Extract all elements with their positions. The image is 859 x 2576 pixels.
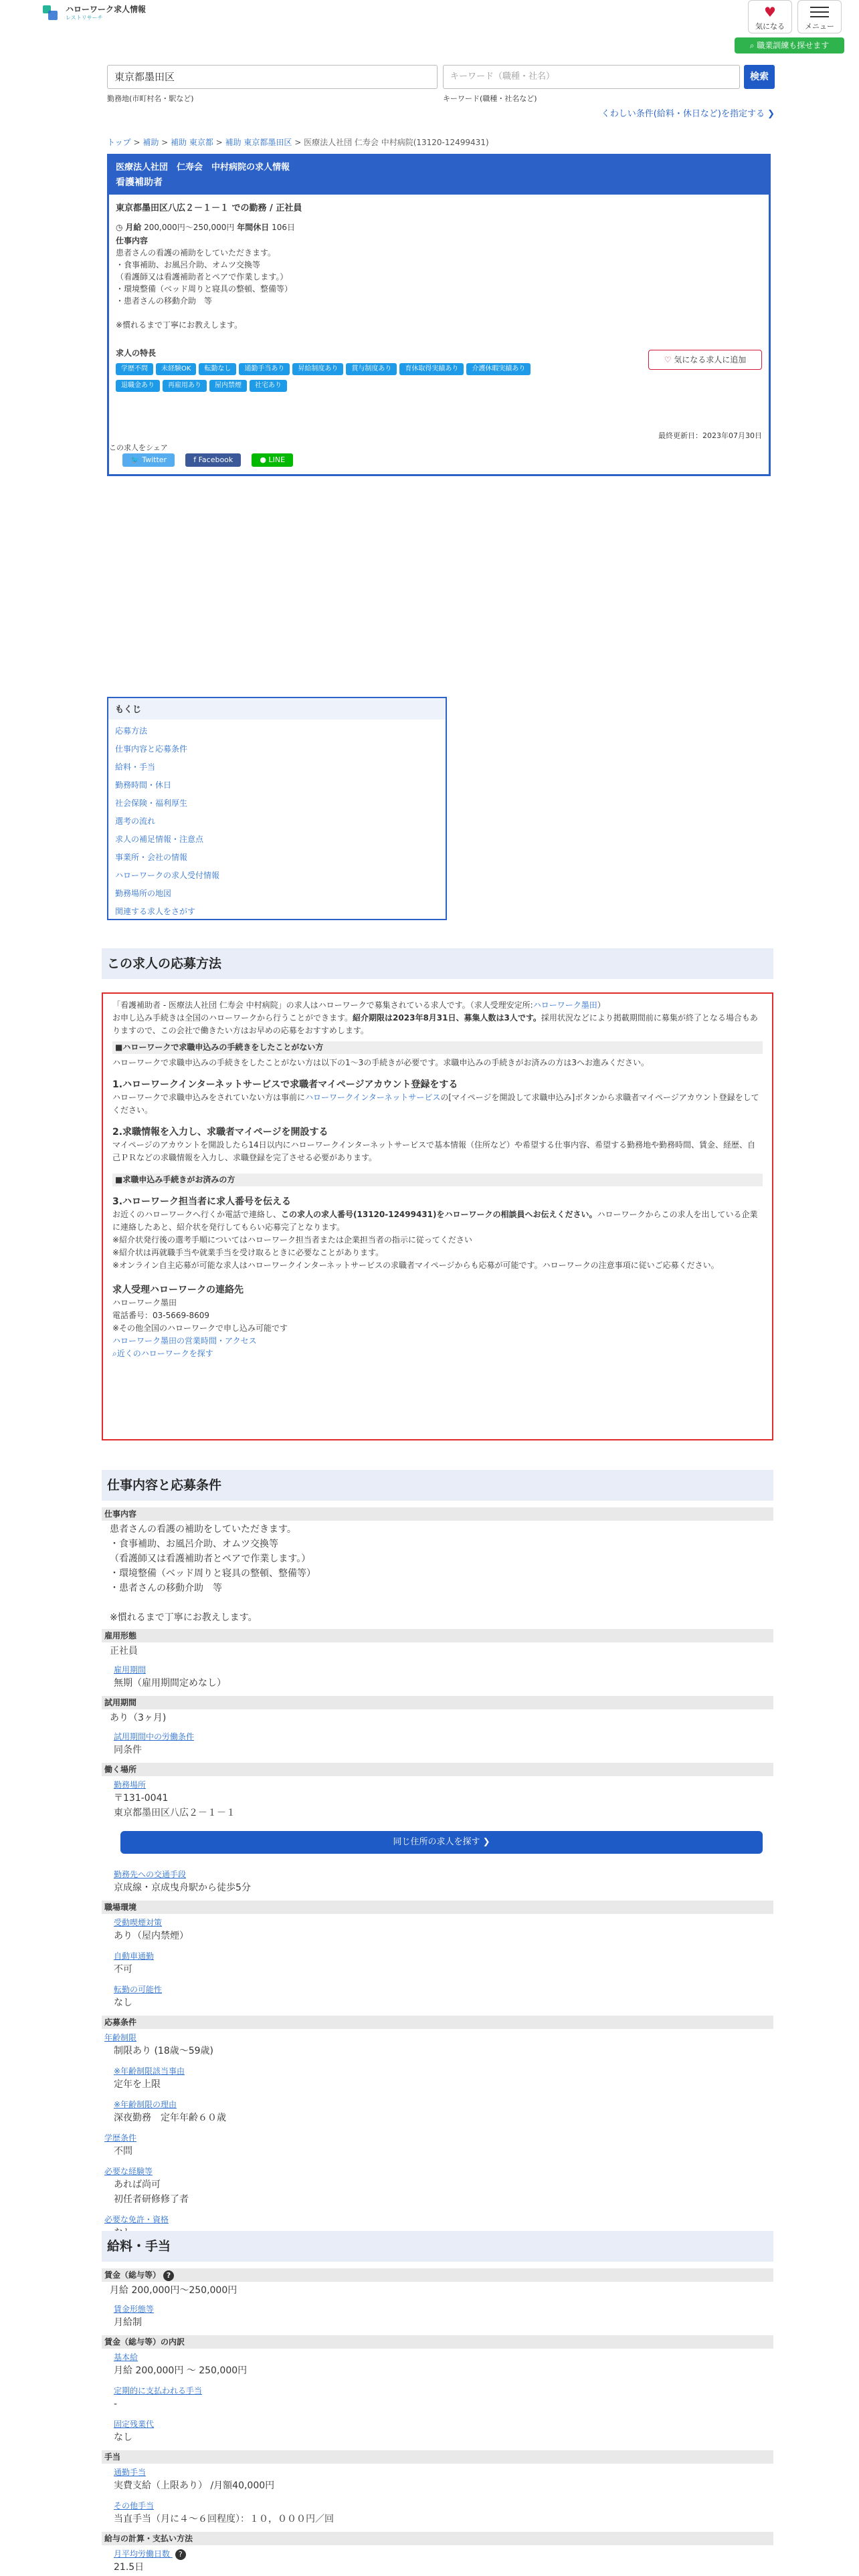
help-icon[interactable]: ? [163,2270,174,2281]
line-share-button[interactable] [252,453,293,467]
row-label: 雇用形態 [102,1629,773,1642]
feature-tag[interactable]: 退職金あり [116,380,160,392]
last-updated: 最終更新日：2023年07月30日 [658,431,762,440]
apply-intro-2 [112,1012,763,1037]
company-name: 医療法人社団 仁寿会 中村病院の求人情報 [116,163,290,173]
apply-deadline-text: 紹介期限は2023年8月31日、募集人数は3人です。 [353,1013,541,1023]
logo-title: ハローワーク求人情報 [66,5,147,14]
apply-step-1-text [112,1091,763,1117]
job-desc-line: ・環境整備（ベッド周りと寝具の整頓、整備等） [116,284,293,294]
section-heading-pay: 給料・手当 [102,2231,773,2262]
share-buttons [122,453,301,467]
job-desc-line: ・患者さんの移動介助 等 [110,1583,222,1594]
sub-label[interactable]: ※年齢制限該当事由 [114,2066,185,2076]
job-summary-card [107,154,771,476]
apply-text: お近くのハローワークへ行くか電話で連絡し、 [112,1210,282,1219]
row-label: 試用期間 [102,1696,773,1709]
breadcrumb-current: 医療法人社団 仁寿会 中村病院(13120-12499431) [304,138,489,147]
feature-tag[interactable]: 未経験OK [156,363,196,375]
contact-tel: 電話番号：03-5669-8609 [112,1311,210,1320]
toc-link[interactable]: ハローワークの求人受付情報 [115,871,220,880]
pay-table [102,2267,773,2576]
feature-tag[interactable]: 転勤なし [199,363,236,375]
sub-label[interactable]: 転勤の可能性 [114,1985,163,1994]
heart-icon: ♥ [764,4,776,20]
facebook-share-button[interactable] [185,453,241,467]
job-desc-line: ・食事補助、お風呂介助、オムツ交換等 [116,260,261,270]
row-value: あり（3ヶ月) [110,1713,167,1723]
hello-work-access-link[interactable]: ハローワーク墨田の営業時間・アクセス [112,1336,257,1346]
postal-code: 〒131-0041 [114,1793,169,1804]
menu-button[interactable] [797,0,842,33]
keyword-hint: キーワード(職種・社名など) [443,94,537,103]
feature-tag[interactable]: 育休取得実績あり [399,363,464,375]
internet-service-link[interactable]: ハローワークインターネットサービス [305,1093,441,1102]
salary-value: 200,000円〜250,000円 [144,223,235,232]
help-icon[interactable]: ? [175,2549,186,2560]
sub-value: 京成線・京成曳舟駅から徒歩5分 [114,1883,251,1893]
sub-value: 同条件 [114,1745,142,1755]
row-label: 給与の計算・支払い方法 [102,2532,773,2545]
row-value: 月給 200,000円〜250,000円 [110,2285,237,2296]
logo-mark-icon [41,4,62,21]
toc-link[interactable]: 勤務時間・休日 [115,780,172,790]
sub-label[interactable]: 固定残業代 [114,2420,155,2429]
location-hint: 勤務地(市町村名・駅など) [107,94,194,103]
apply-note: ※紹介状は再就職手当や就業手当を受け取るときに必要なことがあります。 [112,1248,384,1257]
job-card-header [109,156,769,195]
sub-value: 不問 [114,2146,132,2157]
apply-text: ハローワークからこの求人を出している企業に連絡したあと、紹介状を発行してもらい応募完了となります。 [112,1210,758,1232]
site-header [0,0,859,58]
job-desc-line: ※慣れるまで丁寧にお教えします。 [116,320,243,330]
favorites-button[interactable] [748,0,792,33]
add-favorite-label: 気になる求人に追加 [674,355,747,364]
contact-title: 求人受理ハローワークの連絡先 [112,1285,244,1295]
sub-value: 21.5日 [114,2562,145,2573]
sub-label[interactable]: ※年齢制限の理由 [114,2100,177,2109]
apply-intro-text: 「看護補助者 - 医療法人社団 仁寿会 中村病院」の求人はハローワークで募集されている求人です。（求人受理安定所: [112,1000,533,1010]
add-favorite-button[interactable] [648,350,762,370]
nearby-hello-work-label: 近くのハローワークを探す [116,1349,213,1358]
chevron-right-icon: ❯ [482,1837,490,1847]
contact-note: ※その他全国のハローワークで申し込み可能です [112,1323,288,1333]
logo-subtitle: レストリサーチ [66,15,103,21]
apply-intro-text: ） [597,1000,605,1010]
sub-label[interactable]: 試用期間中の労働条件 [114,1732,195,1741]
toc-link[interactable]: 仕事内容と応募条件 [115,744,188,754]
job-desc-line: ・患者さんの移動介助 等 [116,296,213,306]
apply-step-3: 3.ハローワーク担当者に求人番号を伝える [112,1196,292,1207]
vocational-training-button[interactable]: ⌕ 職業訓練も探せます [735,37,844,53]
job-desc-line: （看護師又は看護補助者とペアで作業します。） [110,1553,311,1564]
apply-intro-text: 採用状況などにより掲載期間前に募集が終了となる場合もありますので、この会社で働きたい方はお早めの応募をおすすめします。 [112,1013,758,1035]
holidays-value: 106日 [272,223,295,232]
row-label: 応募条件 [102,2016,773,2029]
breadcrumb-item[interactable]: トップ [107,138,131,147]
apply-subheading: ■求職申込み手続きがお済みの方 [112,1174,763,1186]
chevron-right-icon: ❯ [767,109,775,119]
sub-label[interactable]: 勤務場所 [114,1780,147,1790]
menu-label: メニュー [805,22,834,31]
sub-label[interactable]: 必要な経験等 [104,2167,153,2176]
contact-name: ハローワーク墨田 [112,1298,177,1307]
toc-title: もくじ [108,698,446,720]
toc-link[interactable]: 勤務場所の地図 [115,889,172,898]
sub-value: あり（屋内禁煙） [114,1931,189,1941]
sub-value: 深夜勤務 定年年齢６０歳 [114,2113,226,2123]
facebook-icon: f [193,455,197,464]
sub-label[interactable]: 年齢制限 [104,2033,137,2042]
apply-text: の[マイページを開設して求職申込み]ボタンから求職者マイページアカウント登録をしてください。 [112,1093,759,1115]
sub-value: 不可 [114,1964,132,1975]
job-desc-line: 患者さんの看護の補助をしていただきます。 [110,1524,296,1535]
apply-intro-1 [112,999,763,1012]
holidays-label: 年間休日 [237,223,270,232]
sub-label[interactable]: 必要な免許・資格 [104,2215,169,2224]
apply-note: ※紹介状発行後の選考手順についてはハローワーク担当者または企業担当者の指示に従ってください [112,1235,472,1245]
vocational-training-label: 職業訓練も探せます [757,41,830,50]
twitter-label: Twitter [142,455,167,464]
feature-tag[interactable]: 社宅あり [250,380,287,392]
line-icon: ● [260,455,267,464]
sub-value: 定年を上限 [114,2079,161,2090]
sub-value: 月給制 [114,2317,142,2328]
sub-value: 初任者研修修了者 [114,2194,189,2205]
row-label [102,2268,773,2282]
features-label: 求人の特長 [116,348,157,358]
sub-value: - [114,2399,118,2409]
hamburger-icon [810,7,829,17]
job-number-text: この求人の求人番号(13120-12499431)をハローワークの相談員へお伝えください。 [281,1210,597,1219]
clock-icon: ◷ [116,223,123,232]
toc-link[interactable]: 給料・手当 [115,762,156,772]
section-heading-conditions: 仕事内容と応募条件 [102,1470,773,1501]
feature-tag[interactable]: 再雇用あり [163,380,207,392]
sub-value: なし [114,2432,132,2443]
days-label: 月平均労働日数 [114,2549,171,2559]
sub-value: 制限あり (18歳〜59歳) [114,2046,214,2056]
row-label: 仕事内容 [102,1507,773,1521]
feature-tag[interactable]: 介護休暇実績あり [466,363,531,375]
breadcrumb-item[interactable]: 補助 [142,138,159,147]
feature-tag[interactable]: 昇給制度あり [292,363,343,375]
heart-outline-icon: ♡ [664,355,672,364]
sub-label[interactable]: 賃金形態等 [114,2304,155,2314]
sub-label[interactable]: 雇用期間 [114,1665,147,1675]
feature-tag[interactable]: 賞与制度あり [346,363,397,375]
row-label: 手当 [102,2450,773,2464]
apply-intro-text: お申し込み手続きは全国のハローワークから行うことができます。 [112,1013,353,1023]
row-value: 正社員 [110,1646,138,1656]
apply-step-2-text: マイページのアカウントを開設したら14日以内にハローワークインターネットサービスで基本情報（住所など）や希望する仕事内容、希望する勤務地や勤務時間、賃金、経歴、自己ＰＲなどの求職情報を入力し、求職登録を完了させる必要があります。 [112,1140,755,1162]
apply-note: ※オンライン自主応募が可能な求人はハローワークインターネットサービスの求職者マイページからも応募が可能です。ハローワークの注意事項に従いご応募ください。 [112,1261,719,1270]
sub-label[interactable]: 勤務先への交通手段 [114,1870,187,1879]
detailed-search-link[interactable] [601,106,775,119]
sub-label[interactable]: 自動車通勤 [114,1951,155,1961]
apply-method-box [102,992,773,1440]
feature-tag[interactable]: 屋内禁煙 [209,380,247,392]
sub-label[interactable] [102,2545,773,2560]
share-label: この求人をシェア [109,443,168,452]
job-desc-full [102,1521,773,1628]
salary-label: 月給 [125,223,142,232]
sub-value: 実費支給（上限あり） /月額40,000円 [114,2480,275,2491]
sub-value: 無期（雇用期間定めなし） [114,1678,226,1689]
same-address-jobs-button[interactable] [120,1831,763,1854]
line-label: LINE [268,455,286,464]
sub-label[interactable]: 通勤手当 [114,2468,147,2477]
job-title: 看護補助者 [116,177,163,188]
row-label: 賃金（総与等）の内訳 [102,2335,773,2349]
feature-tag[interactable]: 通勤手当あり [239,363,290,375]
sub-label[interactable]: 基本給 [114,2353,138,2362]
job-desc-label: 仕事内容 [116,236,149,245]
sub-label[interactable]: 定期的に支払われる手当 [114,2386,203,2395]
toc-link[interactable]: 関連する求人をさがす [115,907,196,916]
same-address-label: 同じ住所の求人を探す [393,1837,480,1847]
twitter-icon: 🐦 [130,455,140,464]
twitter-share-button[interactable] [122,453,175,467]
work-address: 東京都墨田区八広２－１－１ [114,1808,235,1818]
detailed-search-label: くわしい条件(給料・休日など)を指定する [601,109,765,119]
job-desc-line: （看護師又は看護補助者とペアで作業します。） [116,272,288,282]
breadcrumb-item[interactable]: 補助 東京都墨田区 [225,138,292,147]
wage-label: 賃金（総与等） [104,2270,161,2280]
feature-tags [116,362,718,395]
sub-label[interactable]: その他手当 [114,2501,155,2510]
keyword-input[interactable]: キーワード（職種・社名） [443,65,740,89]
breadcrumb: トップ > 補助 > 補助 東京都 > 補助 東京都墨田区 > 医療法人社団 仁寿会 中村病院(13120-12499431) [107,138,489,147]
toc-link[interactable]: 求人の補足情報・注意点 [115,835,204,844]
toc-link[interactable]: 応募方法 [115,726,148,736]
location-input[interactable]: 東京都墨田区 [107,65,438,89]
table-of-contents [107,697,447,920]
salary-line [116,221,762,233]
sub-value: 当直手当（月に４〜６回程度）：１０，０００円／回 [114,2514,334,2525]
toc-link[interactable]: 社会保険・福利厚生 [115,798,188,808]
apply-text: ハローワークで求職申込みをされていない方は事前に [112,1093,306,1102]
toc-link[interactable]: 事業所・会社の情報 [115,853,188,862]
row-label: 働く場所 [102,1763,773,1776]
sub-value: なし [114,1998,132,2008]
row-label: 職場環境 [102,1901,773,1914]
favorites-label: 気になる [755,22,785,31]
job-location: 東京都墨田区八広２－１－１ での勤務 / 正社員 [116,203,302,213]
sub-value: 月給 200,000円 〜 250,000円 [114,2365,248,2376]
apply-step-2: 2.求職情報を入力し、求職者マイページを開設する [112,1127,328,1138]
feature-tag[interactable]: 学歴不問 [116,363,153,375]
sub-label[interactable]: 受動喫煙対策 [114,1918,163,1927]
job-desc-line: ※慣れるまで丁寧にお教えします。 [110,1612,258,1623]
search-icon: ⌕ [112,1349,117,1358]
apply-step-3-text [112,1208,763,1234]
section-heading-apply: この求人の応募方法 [102,948,773,979]
facebook-label: Facebook [198,455,233,464]
sub-value: あれば尚可 [114,2179,161,2190]
sub-label[interactable]: 学歴条件 [104,2133,137,2143]
search-button[interactable]: 検索 [744,65,775,89]
job-desc-line: ・食事補助、お風呂介助、オムツ交換等 [110,1539,278,1549]
nearby-hello-work-link[interactable] [112,1349,213,1358]
toc-link[interactable]: 選考の流れ [115,817,156,826]
apply-text: ハローワークで求職申込みの手続きをしたことがない方は以下の1〜3の手続きが必要です。求職申込みの手続きがお済みの方は3へお進みください。 [112,1058,649,1067]
apply-subheading: ■ハローワークで求職申込みの手続きをしたことがない方 [112,1041,763,1054]
job-desc-line: 患者さんの看護の補助をしていただきます。 [116,248,276,257]
job-desc-line: ・環境整備（ベッド周りと寝具の整頓、整備等） [110,1568,316,1579]
site-logo[interactable] [41,4,146,21]
conditions-table [102,1506,773,2244]
breadcrumb-item[interactable]: 補助 東京都 [171,138,213,147]
apply-step-1: 1.ハローワークインターネットサービスで求職者マイページアカウント登録をする [112,1079,458,1090]
hello-work-sumida-link[interactable]: ハローワーク墨田 [533,1000,597,1010]
